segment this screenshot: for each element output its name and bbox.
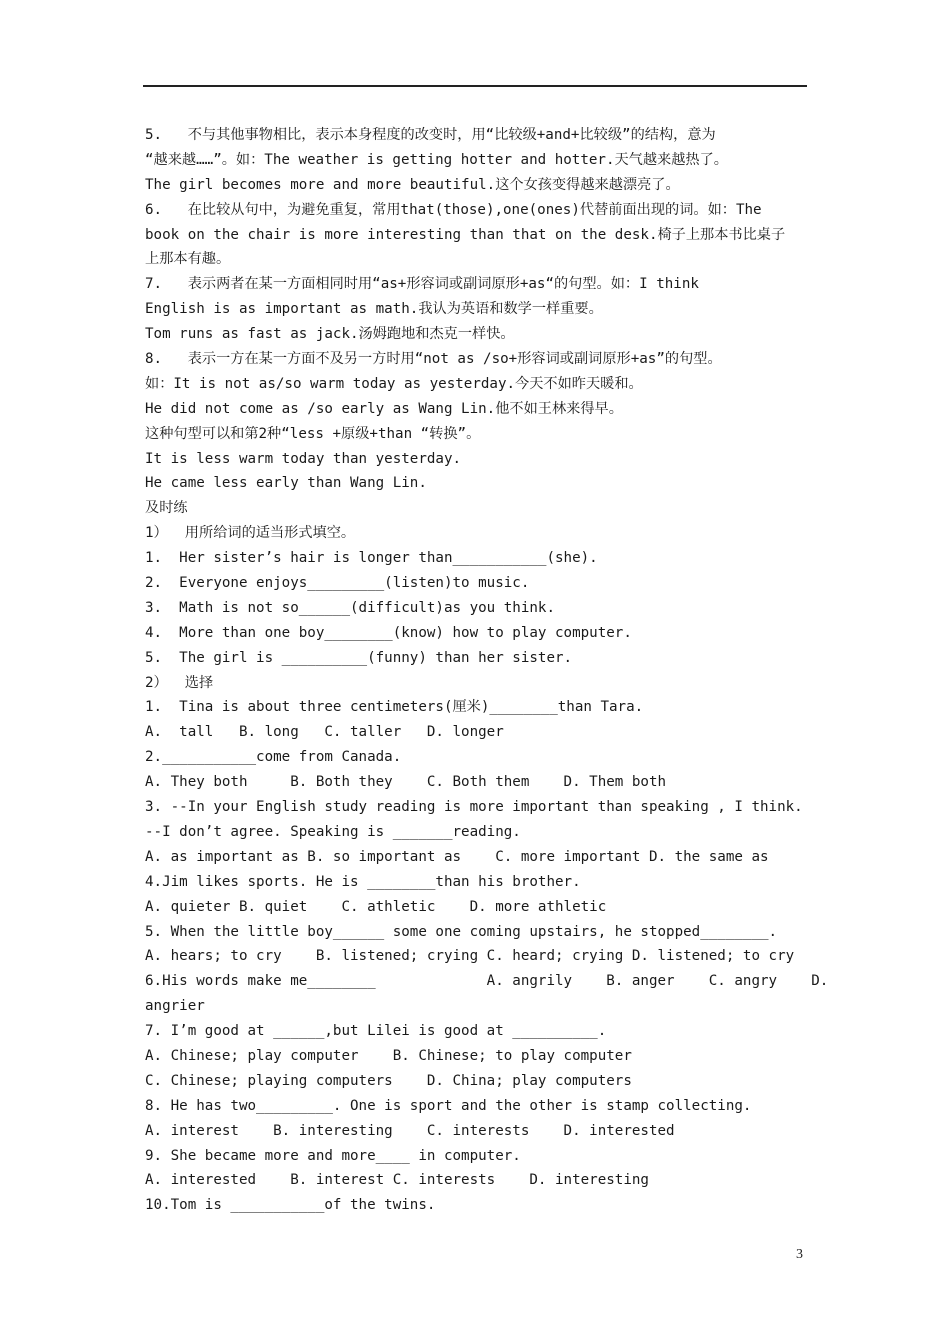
exercise-heading: 1） 用所给词的适当形式填空。 [145,525,356,542]
exercise-item: 2. Everyone enjoys_________(listen)to music. [145,575,530,592]
question-line: 3. --In your English study reading is more important than speaking , I think. [145,799,803,816]
exercise-item: 4. More than one boy________(know) how to play computer. [145,624,632,641]
question-line: --I don’t agree. Speaking is _______reading. [145,823,521,840]
question-line: 6.His words make me________ A. angrily B. anger C. angry D. [145,973,829,990]
question-line: 2.___________come from Canada. [145,749,402,766]
exercise-item: 1. Her sister’s hair is longer than___________(she). [145,550,598,567]
question-line: 5. When the little boy______ some one coming upstairs, he stopped________. [145,923,778,940]
question-line: 1. Tina is about three centimeters(厘米)________than Tara. [145,699,644,716]
options-line: A. quieter B. quiet C. athletic D. more athletic [145,898,607,915]
options-line: angrier [145,998,205,1015]
text-line: 7. 表示两者在某一方面相同时用“as+形容词或副词原形+as“的句型。如：I think [145,276,699,293]
options-line: A. interest B. interesting C. interests D. interested [145,1122,675,1139]
options-line: A. interested B. interest C. interests D. interesting [145,1172,649,1189]
text-line: 上那本有趣。 [145,251,231,268]
options-line: C. Chinese; playing computers D. China; play computers [145,1072,632,1089]
document-body [145,123,829,1218]
options-line: A. tall B. long C. taller D. longer [145,724,504,741]
text-line: 如：It is not as/so warm today as yesterday.今天不如昨天暖和。 [145,375,643,392]
section-heading: 及时练 [145,500,188,517]
options-line: A. They both B. Both they C. Both them D. Them both [145,774,667,791]
page-number: 3 [796,1247,803,1262]
text-line: 这种句型可以和第2种“less +原级+than “转换”。 [145,425,481,442]
question-line: 10.Tom is ___________of the twins. [145,1197,436,1214]
options-line: A. hears; to cry B. listened; crying C. heard; crying D. listened; to cry [145,948,795,965]
text-line: 6. 在比较从句中，为避免重复，常用that(those),one(ones)代替前面出现的词。如：The [145,201,762,218]
text-line: book on the chair is more interesting than that on the desk.椅子上那本书比桌子 [145,226,786,243]
text-line: 8. 表示一方在某一方面不及另一方时用“not as /so+形容词或副词原形+as”的句型。 [145,351,722,368]
text-line: The girl becomes more and more beautiful.这个女孩变得越来越漂亮了。 [145,176,680,193]
text-line: “越来越……”。如：The weather is getting hotter and hotter.天气越来越热了。 [145,151,728,168]
question-line: 8. He has two_________. One is sport and the other is stamp collecting. [145,1097,752,1114]
text-line: He came less early than Wang Lin. [145,475,427,492]
question-line: 4.Jim likes sports. He is ________than his brother. [145,873,581,890]
options-line: A. Chinese; play computer B. Chinese; to play computer [145,1047,632,1064]
text-line: 5. 不与其他事物相比，表示本身程度的改变时，用“比较级+and+比较级”的结构，意为 [145,127,716,143]
text-line: English is as important as math.我认为英语和数学一样重要。 [145,301,603,318]
text-line: He did not come as /so early as Wang Lin.他不如王林来得早。 [145,400,623,417]
question-line: 9. She became more and more____ in computer. [145,1147,521,1164]
exercise-item: 5. The girl is __________(funny) than her sister. [145,649,573,666]
header-rule [143,85,807,87]
exercise-item: 3. Math is not so______(difficult)as you think. [145,599,555,616]
exercise-heading: 2） 选择 [145,674,214,691]
question-line: 7. I’m good at ______,but Lilei is good at __________. [145,1023,607,1040]
options-line: A. as important as B. so important as C. more important D. the same as [145,848,769,865]
text-line: Tom runs as fast as jack.汤姆跑地和杰克一样快。 [145,326,515,343]
text-line: It is less warm today than yesterday. [145,450,462,467]
